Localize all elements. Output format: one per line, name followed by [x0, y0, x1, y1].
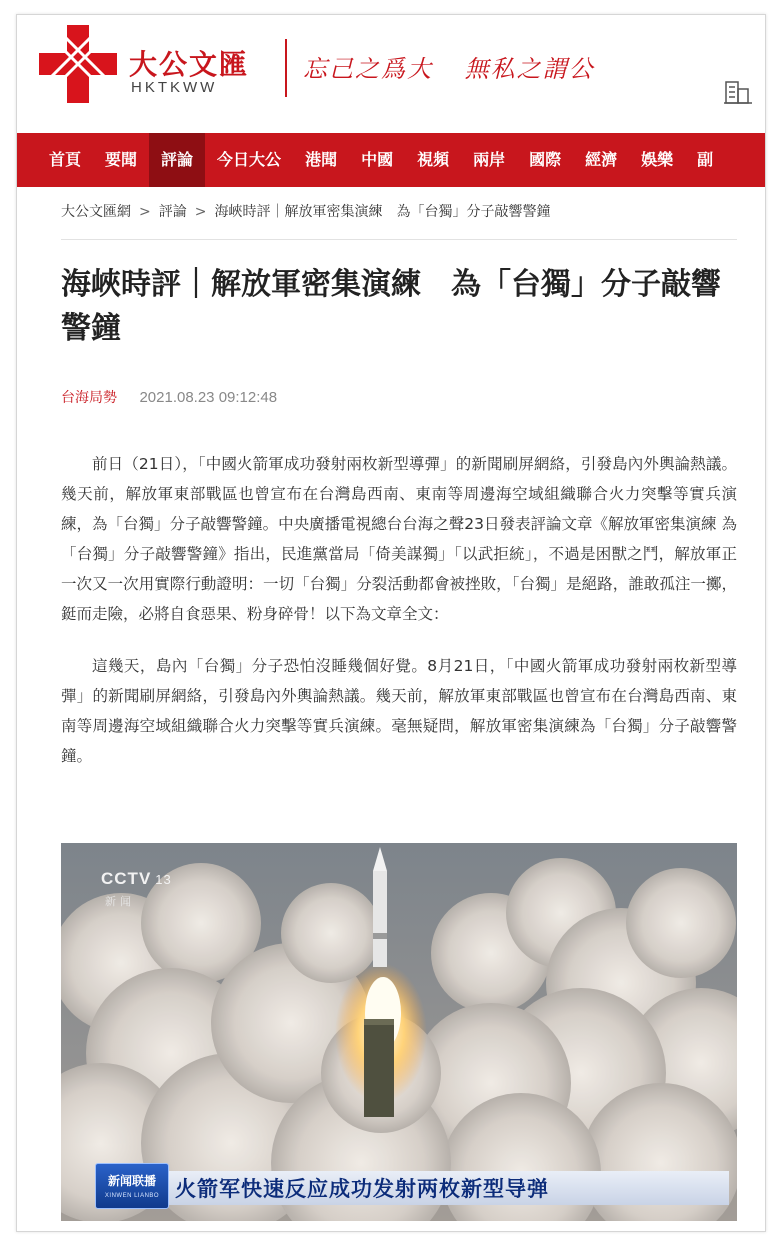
site-logo-english: HKTKWW: [131, 79, 218, 96]
breadcrumb-section[interactable]: 評論: [158, 204, 187, 220]
breadcrumb-current: 海峽時評｜解放軍密集演練 為「台獨」分子敲響警鐘: [214, 204, 551, 220]
breadcrumb: [61, 201, 550, 221]
image-caption: 火箭军快速反应成功发射两枚新型导弹: [175, 1177, 549, 1201]
nav-item[interactable]: 首頁: [49, 150, 82, 169]
motto-part-2: 無私之謂公: [464, 55, 595, 83]
page-frame: [16, 14, 766, 1232]
main-nav: [17, 133, 765, 187]
site-logo-text[interactable]: 大公文匯: [129, 48, 250, 81]
program-badge-english: XINWEN LIANBO: [104, 1193, 160, 1199]
nav-item[interactable]: 評論: [149, 133, 205, 187]
nav-item[interactable]: 副: [697, 150, 714, 169]
nav-item[interactable]: 中國: [361, 150, 394, 169]
program-badge-title: 新闻联播: [107, 1174, 156, 1188]
nav-item[interactable]: 今日大公: [217, 150, 282, 169]
article-category[interactable]: 台海局勢: [61, 390, 117, 406]
channel-logo-text: CCTV: [101, 869, 152, 888]
nav-items: [17, 133, 765, 187]
nav-item[interactable]: 經濟: [585, 150, 618, 169]
nav-item[interactable]: 要聞: [105, 150, 138, 169]
motto-part-1: 忘己之爲大: [303, 55, 433, 83]
breadcrumb-separator: >: [194, 204, 207, 220]
article-meta: [61, 387, 277, 407]
nav-item[interactable]: 娛樂: [641, 150, 674, 169]
site-motto: [303, 49, 617, 84]
nav-item[interactable]: 視頻: [417, 150, 450, 169]
image-caption-bar: [169, 1171, 729, 1205]
nav-item[interactable]: 港聞: [305, 150, 338, 169]
article-paragraph: 前日（21日），「中國火箭軍成功發射兩枚新型導彈」的新聞刷屏網絡，引發島內外輿論熱議。幾天前，解放軍東部戰區也曾宣布在台灣島西南、東南等周邊海空域組織聯合火力突擊等實兵演練，為「台獨」分子敲響警鐘。中央廣播電視總台台海之聲23日發表評論文章《解放軍密集演練 為「台獨」分子敲響警鐘》指出，民進黨當局「倚美謀獨」「以武拒統」，不過是困獸之鬥，解放軍正一次又一次用實際行動證明：一切「台獨」分裂活動都會被挫敗，「台獨」是絕路，誰敢孤注一擲，鋌而走險，必將自食惡果、粉身碎骨！以下為文章全文：: [61, 455, 737, 623]
breadcrumb-separator: >: [139, 204, 151, 220]
channel-logo: [101, 869, 172, 889]
article-image: [61, 843, 737, 1221]
channel-subtitle: 新闻: [105, 895, 135, 908]
nav-item[interactable]: 國際: [529, 150, 562, 169]
masthead: [17, 15, 765, 133]
article-paragraph: 這幾天，島內「台獨」分子恐怕沒睡幾個好覺。8月21日，「中國火箭軍成功發射兩枚新型導彈」的新聞刷屏網絡，引發島內外輿論熱議。幾天前，解放軍東部戰區也曾宣布在台灣島西南、東南等周邊海空域組織聯合火力突擊等實兵演練。毫無疑問，解放軍密集演練為「台獨」分子敲響警鐘。: [61, 657, 737, 765]
program-badge: [95, 1163, 169, 1209]
site-logo-icon[interactable]: [39, 25, 117, 103]
article-date: 2021.08.23 09:12:48: [139, 389, 278, 406]
breadcrumb-home[interactable]: 大公文匯網: [61, 204, 131, 220]
channel-number: 13: [155, 872, 172, 887]
building-icon[interactable]: [723, 79, 753, 105]
breadcrumb-divider: [61, 239, 737, 240]
article-body: [61, 449, 737, 793]
article-title: 海峽時評｜解放軍密集演練 為「台獨」分子敲響警鐘: [61, 267, 721, 346]
nav-item[interactable]: 兩岸: [473, 150, 506, 169]
logo-divider: [285, 39, 287, 97]
